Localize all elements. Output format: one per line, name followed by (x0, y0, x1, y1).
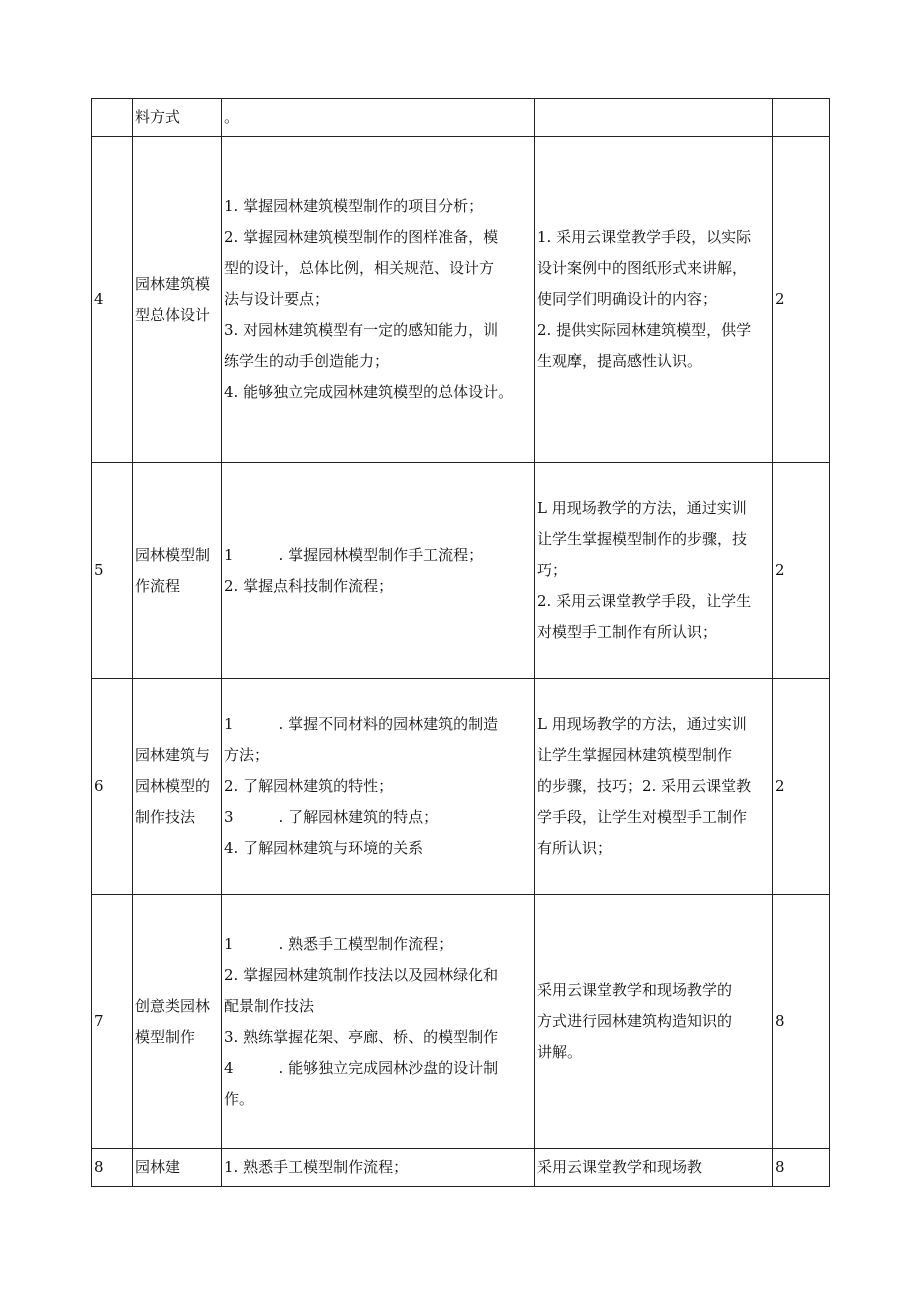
row-number: 6 (94, 777, 104, 795)
cell-objectives (222, 679, 535, 895)
objective-line: 2. 了解园林建筑的特性； (224, 777, 394, 795)
objective-line: 。 (224, 108, 240, 126)
objective-line: 3. 对园林建筑模型有一定的感知能力，训 (224, 321, 499, 339)
cell-objectives (222, 463, 535, 679)
table-row (92, 679, 830, 895)
cell-topic (133, 463, 222, 679)
cell-topic (133, 137, 222, 463)
method-line: 对模型手工制作有所认识； (537, 623, 718, 641)
objective-line: 作。 (224, 1089, 255, 1108)
method-line: 采用云课堂教学和现场教 (537, 1158, 703, 1176)
objective-line: 2. 掌握点科技制作流程； (224, 576, 394, 595)
topic-line: 模型制作 (135, 1027, 196, 1046)
hours-value: 2 (775, 561, 785, 579)
topic-line: 创意类园林 (135, 996, 211, 1015)
cell-topic (133, 99, 222, 137)
cell-hours (773, 463, 830, 679)
cell-methods (535, 679, 773, 895)
topic-line: 园林建 (135, 1158, 181, 1176)
method-line: 巧； (537, 561, 568, 579)
table-row (92, 463, 830, 679)
objective-line: 1 . 掌握园林模型制作手工流程； (224, 545, 484, 564)
topic-line: 型总体设计 (135, 305, 211, 324)
cell-topic (133, 895, 222, 1149)
cell-objectives (222, 1149, 535, 1187)
objective-line: 3. 熟练掌握花架、亭廊、桥、的模型制作 (224, 1027, 499, 1046)
objective-line: 3 . 了解园林建筑的特点； (224, 808, 439, 826)
topic-line: 园林模型制 (135, 545, 211, 564)
cell-hours (773, 99, 830, 137)
method-line: 生观摩，提高感性认识。 (537, 352, 703, 370)
objective-line: 4. 能够独立完成园林建筑模型的总体设计。 (224, 383, 514, 401)
topic-line: 作流程 (135, 576, 181, 595)
method-line: L 用现场教学的方法，通过实训 (537, 715, 747, 733)
cell-hours (773, 895, 830, 1149)
cell-number (92, 463, 133, 679)
cell-objectives (222, 137, 535, 463)
method-line: 采用云课堂教学和现场教学的 (537, 981, 733, 999)
hours-value: 2 (775, 777, 785, 795)
row-number: 8 (94, 1158, 104, 1176)
method-line: 学手段，让学生对模型手工制作 (537, 808, 748, 826)
cell-hours (773, 679, 830, 895)
cell-number (92, 99, 133, 137)
method-line: 2. 采用云课堂教学手段，让学生 (537, 592, 752, 610)
objective-line: 2. 掌握园林建筑模型制作的图样准备，模 (224, 228, 499, 246)
objective-line: 4. 了解园林建筑与环境的关系 (224, 839, 424, 857)
topic-line: 园林建筑模 (135, 274, 211, 293)
topic-line: 园林模型的 (135, 777, 211, 795)
topic-line: 料方式 (135, 108, 181, 126)
method-line: L 用现场教学的方法，通过实训 (537, 499, 747, 517)
objective-line: 配景制作技法 (224, 996, 315, 1015)
method-line: 2. 提供实际园林建筑模型，供学 (537, 321, 752, 339)
cell-objectives (222, 895, 535, 1149)
cell-methods (535, 895, 773, 1149)
table-body (92, 99, 830, 1187)
cell-number (92, 679, 133, 895)
table-row (92, 1149, 830, 1187)
objective-line: 1. 熟悉手工模型制作流程； (224, 1158, 409, 1176)
method-line: 方式进行园林建筑构造知识的 (537, 1012, 733, 1030)
table-row (92, 137, 830, 463)
cell-number (92, 1149, 133, 1187)
topic-line: 制作技法 (135, 808, 196, 826)
row-number: 5 (94, 561, 104, 579)
objective-line: 型的设计，总体比例，相关规范、设计方 (224, 259, 495, 277)
cell-methods (535, 463, 773, 679)
method-line: 设计案例中的图纸形式来讲解， (537, 259, 748, 277)
objective-line: 1 . 熟悉手工模型制作流程； (224, 934, 454, 953)
objective-line: 1. 掌握园林建筑模型制作的项目分析； (224, 197, 484, 215)
objective-line: 4 . 能够独立完成园林沙盘的设计制 (224, 1058, 499, 1077)
hours-value: 8 (775, 1012, 785, 1030)
cell-number (92, 895, 133, 1149)
method-line: 使同学们明确设计的内容； (537, 290, 718, 308)
row-number: 4 (94, 290, 104, 308)
objective-line: 方法； (224, 746, 270, 764)
row-number: 7 (94, 1012, 104, 1030)
hours-value: 2 (775, 290, 785, 308)
method-line: 的步骤，技巧；2. 采用云课堂教 (537, 777, 752, 795)
method-line: 让学生掌握模型制作的步骤，技 (537, 530, 748, 548)
method-line: 讲解。 (537, 1043, 583, 1061)
cell-objectives (222, 99, 535, 137)
syllabus-table (91, 98, 830, 1187)
table-row (92, 895, 830, 1149)
topic-line: 园林建筑与 (135, 746, 211, 764)
cell-hours (773, 1149, 830, 1187)
cell-methods (535, 99, 773, 137)
cell-topic (133, 1149, 222, 1187)
cell-number (92, 137, 133, 463)
cell-topic (133, 679, 222, 895)
method-line: 1. 采用云课堂教学手段，以实际 (537, 228, 752, 246)
cell-methods (535, 137, 773, 463)
cell-methods (535, 1149, 773, 1187)
method-line: 有所认识； (537, 839, 613, 857)
objective-line: 练学生的动手创造能力； (224, 352, 390, 370)
objective-line: 法与设计要点； (224, 290, 330, 308)
table-row (92, 99, 830, 137)
method-line: 让学生掌握园林建筑模型制作 (537, 746, 733, 764)
hours-value: 8 (775, 1158, 785, 1176)
objective-line: 2. 掌握园林建筑制作技法以及园林绿化和 (224, 965, 499, 984)
cell-hours (773, 137, 830, 463)
objective-line: 1 . 掌握不同材料的园林建筑的制造 (224, 715, 499, 733)
